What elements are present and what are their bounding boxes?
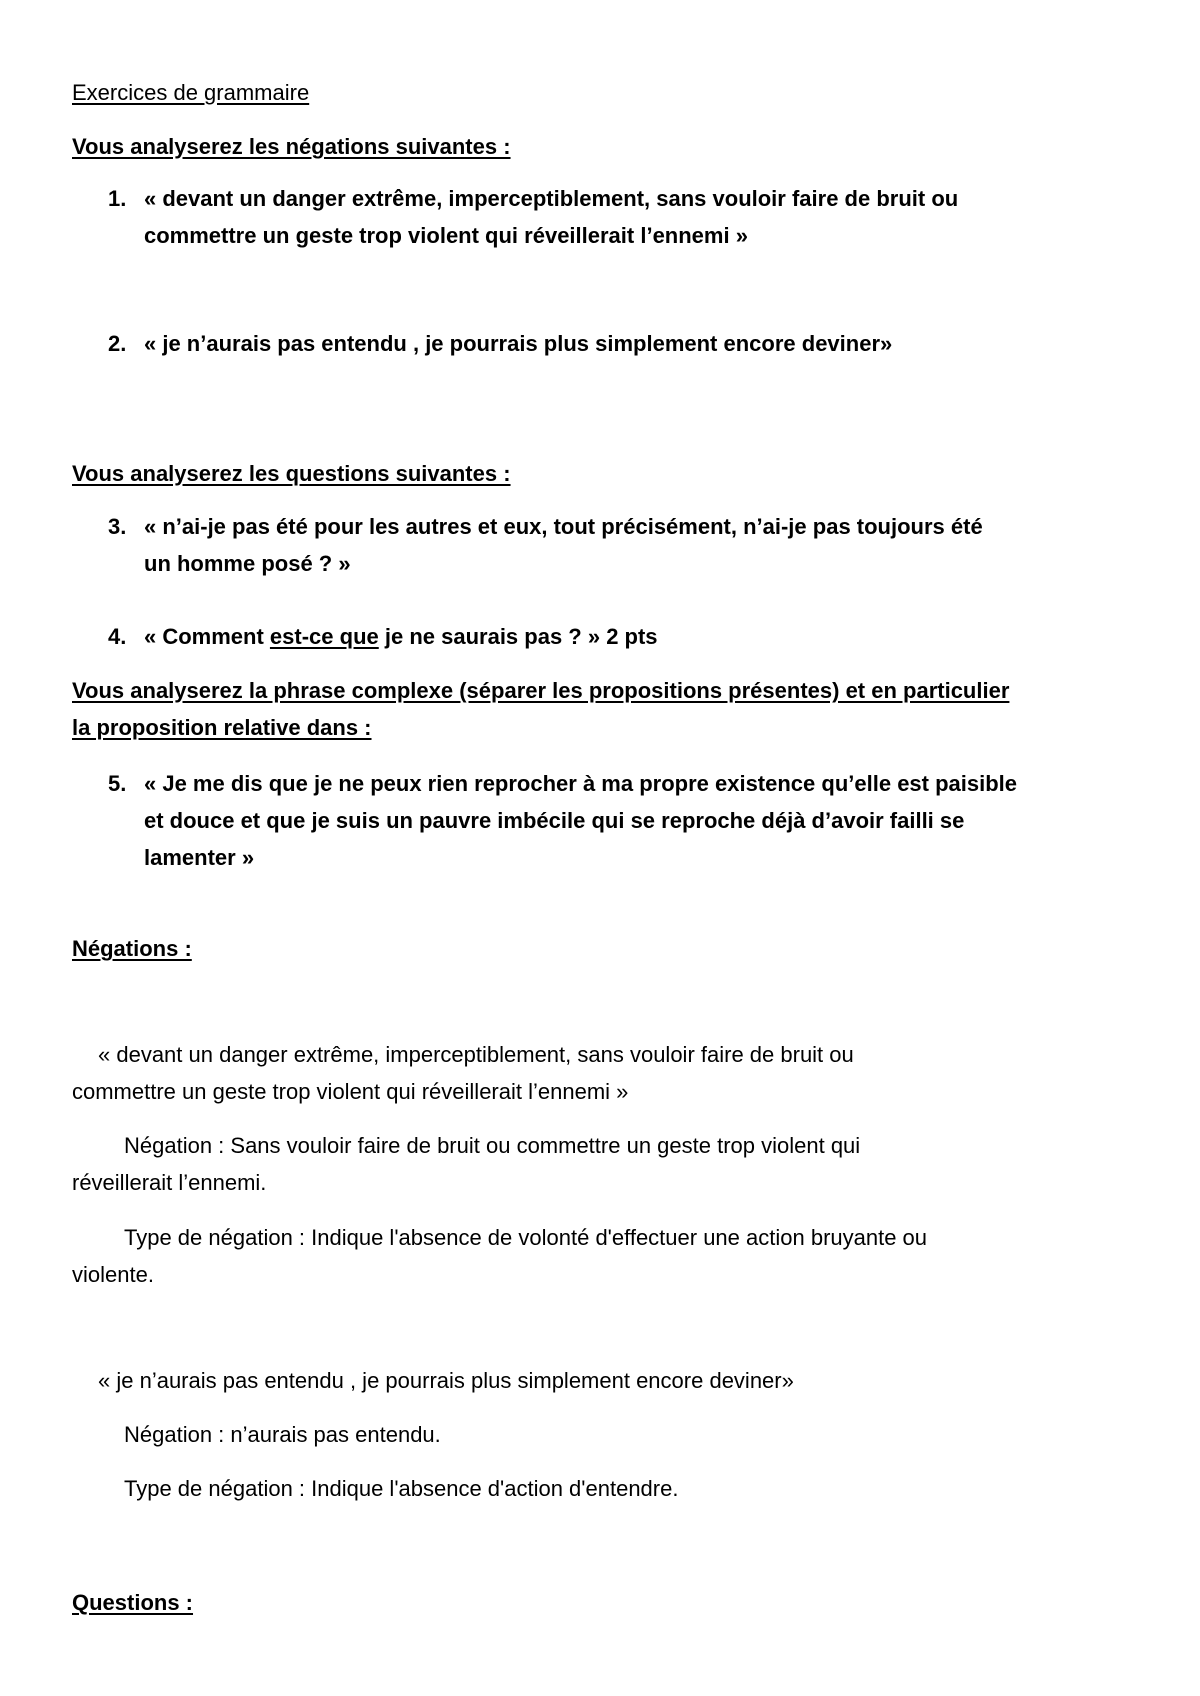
answer-2-type: Type de négation : Indique l'absence d'action d'entendre. [124,1476,679,1501]
answer-1-negation: Négation : Sans vouloir faire de bruit ou commettre un geste trop violent qui réveillerait l’ennemi. [72,1133,861,1195]
item-number: 4. [108,624,127,649]
complex-sentence-heading: Vous analyserez la phrase complexe (séparer les propositions présentes) et en particulier la proposition relative dans : [72,678,1010,740]
item-number: 1. [108,186,127,211]
answer-1-type: Type de négation : Indique l'absence de volonté d'effectuer une action bruyante ou violente. [72,1225,928,1287]
item-text: « devant un danger extrême, imperceptiblement, sans vouloir faire de bruit ou commettre un geste trop violent qui réveillerait l’ennemi » [144,186,959,248]
answer-2-negation: Négation : n’aurais pas entendu. [124,1422,441,1447]
negations-exercise-heading: Vous analyserez les négations suivantes : [72,134,511,159]
answer-1-quote: « devant un danger extrême, imperceptiblement, sans vouloir faire de bruit ou commettre un geste trop violent qui réveillerait l’ennemi » [72,1042,854,1104]
questions-exercise-heading: Vous analyserez les questions suivantes : [72,461,511,486]
document-title: Exercices de grammaire [72,80,310,105]
item-text: « n’ai-je pas été pour les autres et eux, tout précisément, n’ai-je pas toujours été un homme posé ? » [144,514,983,576]
item-text: « je n’aurais pas entendu , je pourrais plus simplement encore deviner» [144,331,893,356]
item-number: 3. [108,514,127,539]
answer-2-quote: « je n’aurais pas entendu , je pourrais plus simplement encore deviner» [98,1368,794,1393]
answers-questions-heading: Questions : [72,1590,194,1615]
underlined-phrase: est-ce que [269,624,379,649]
item-text: « Je me dis que je ne peux rien reprocher à ma propre existence qu’elle est paisible et douce et que je suis un pauvre imbécile qui se reproche déjà d’avoir failli se lamenter » [144,771,1018,870]
item-text: « Comment est-ce que je ne saurais pas ? » 2 pts [144,624,658,649]
item-number: 2. [108,331,127,356]
item-number: 5. [108,771,127,796]
answers-negations-heading: Négations : [72,936,192,961]
